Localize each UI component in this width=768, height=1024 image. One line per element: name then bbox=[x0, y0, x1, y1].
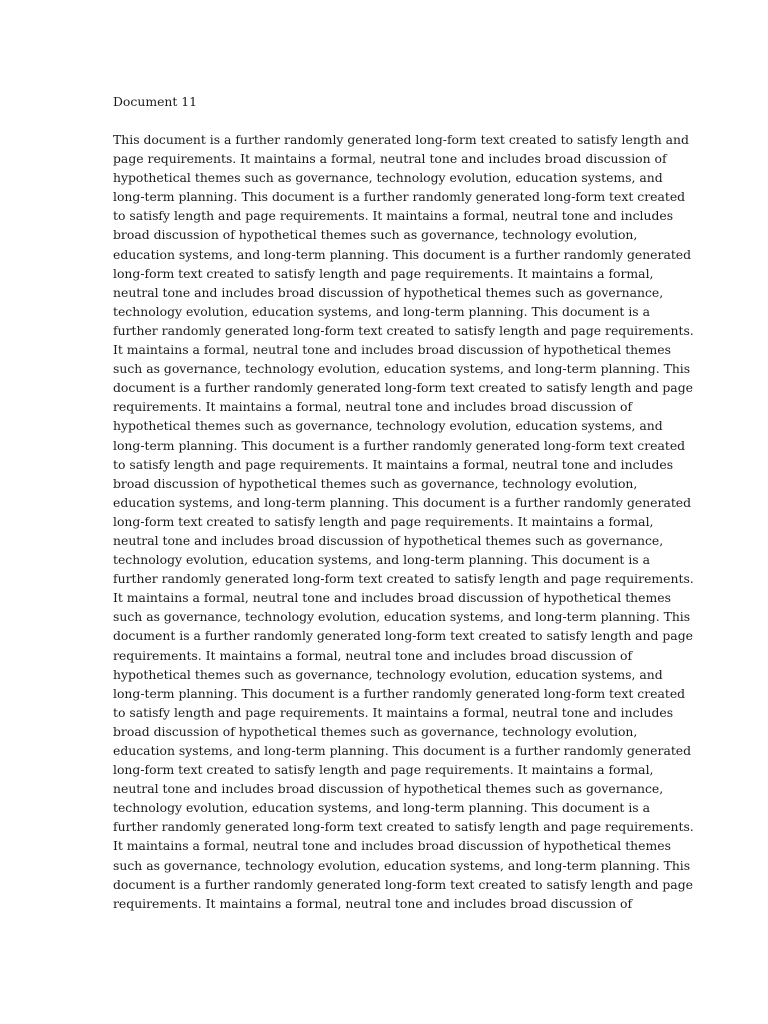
body-text-line: education systems, and long-term planning. This document is a further randomly generated bbox=[113, 743, 692, 758]
body-text-line: It maintains a formal, neutral tone and includes broad discussion of hypothetical themes bbox=[113, 590, 671, 606]
body-text-line: to satisfy length and page requirements. It maintains a formal, neutral tone and includes bbox=[113, 704, 674, 720]
body-text-line: neutral tone and includes broad discussion of hypothetical themes such as governance, bbox=[113, 284, 664, 300]
body-text-line: long-form text created to satisfy length and page requirements. It maintains a formal, bbox=[113, 762, 654, 778]
body-text-line: hypothetical themes such as governance, technology evolution, education systems, and bbox=[113, 666, 663, 682]
body-text-line: It maintains a formal, neutral tone and includes broad discussion of hypothetical themes bbox=[113, 342, 671, 358]
body-text-line: requirements. It maintains a formal, neutral tone and includes broad discussion of bbox=[113, 399, 633, 415]
body-text-line: to satisfy length and page requirements. It maintains a formal, neutral tone and includes bbox=[113, 208, 674, 224]
body-text-line: This document is a further randomly generated long-form text created to satisfy length and bbox=[113, 132, 689, 147]
body-text-line: requirements. It maintains a formal, neutral tone and includes broad discussion of bbox=[113, 895, 633, 911]
body-text-line: long-term planning. This document is a further randomly generated long-form text created bbox=[113, 189, 686, 205]
body-text-line: such as governance, technology evolution, education systems, and long-term planning. This bbox=[113, 857, 691, 873]
body-text-line: broad discussion of hypothetical themes such as governance, technology evolution, bbox=[113, 475, 638, 491]
body-text-line: technology evolution, education systems, and long-term planning. This document is a bbox=[113, 552, 650, 568]
body-text-line: document is a further randomly generated long-form text created to satisfy length and page bbox=[113, 380, 693, 396]
document-title: Document 11 bbox=[113, 94, 198, 109]
body-text-line: hypothetical themes such as governance, technology evolution, education systems, and bbox=[113, 170, 663, 186]
body-text-line: technology evolution, education systems, and long-term planning. This document is a bbox=[113, 800, 650, 816]
body-text-line: It maintains a formal, neutral tone and includes broad discussion of hypothetical themes bbox=[113, 838, 671, 854]
body-text-line: such as governance, technology evolution, education systems, and long-term planning. This bbox=[113, 361, 691, 377]
body-text-line: education systems, and long-term planning. This document is a further randomly generated bbox=[113, 494, 692, 510]
body-text-line: education systems, and long-term planning. This document is a further randomly generated bbox=[113, 246, 692, 262]
body-text-line: further randomly generated long-form text created to satisfy length and page requirements. bbox=[113, 322, 694, 338]
body-text-line: broad discussion of hypothetical themes such as governance, technology evolution, bbox=[113, 723, 638, 739]
body-text-line: neutral tone and includes broad discussion of hypothetical themes such as governance, bbox=[113, 532, 664, 548]
body-text-line: page requirements. It maintains a formal, neutral tone and includes broad discussion of bbox=[113, 151, 667, 167]
body-text-line: further randomly generated long-form text created to satisfy length and page requirements. bbox=[113, 571, 694, 587]
body-text-line: long-form text created to satisfy length and page requirements. It maintains a formal, bbox=[113, 513, 654, 529]
body-text-line: long-form text created to satisfy length and page requirements. It maintains a formal, bbox=[113, 265, 654, 281]
body-text-line: to satisfy length and page requirements. It maintains a formal, neutral tone and includes bbox=[113, 456, 674, 472]
body-text-line: hypothetical themes such as governance, technology evolution, education systems, and bbox=[113, 418, 663, 434]
body-text-line: document is a further randomly generated long-form text created to satisfy length and page bbox=[113, 628, 693, 644]
document-body bbox=[113, 130, 694, 913]
body-text-line: requirements. It maintains a formal, neutral tone and includes broad discussion of bbox=[113, 647, 633, 663]
body-text-line: neutral tone and includes broad discussion of hypothetical themes such as governance, bbox=[113, 781, 664, 797]
body-text-line: such as governance, technology evolution, education systems, and long-term planning. This bbox=[113, 609, 691, 625]
body-text-line: broad discussion of hypothetical themes such as governance, technology evolution, bbox=[113, 227, 638, 243]
body-text-line: technology evolution, education systems, and long-term planning. This document is a bbox=[113, 303, 650, 319]
body-text-line: long-term planning. This document is a further randomly generated long-form text created bbox=[113, 685, 686, 701]
body-text-line: long-term planning. This document is a further randomly generated long-form text created bbox=[113, 437, 686, 453]
body-text-line: document is a further randomly generated long-form text created to satisfy length and page bbox=[113, 876, 693, 892]
body-text-line: further randomly generated long-form text created to satisfy length and page requirements. bbox=[113, 819, 694, 835]
